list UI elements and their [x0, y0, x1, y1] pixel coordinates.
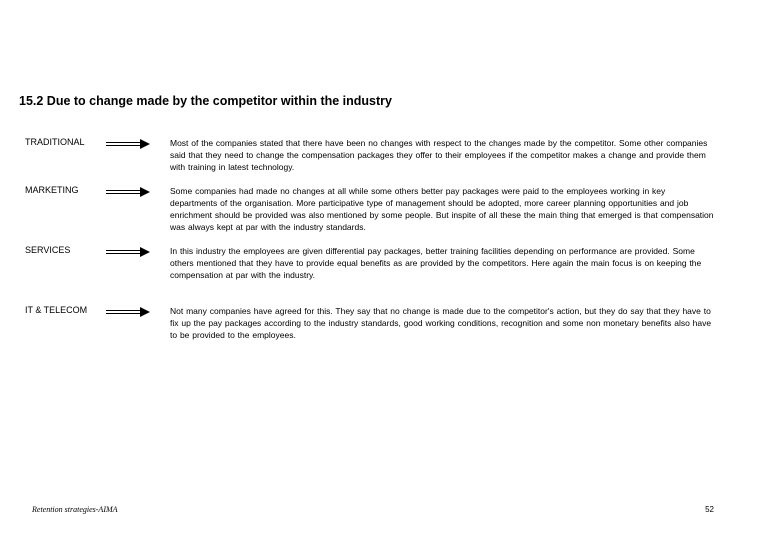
- right-arrow-icon: [106, 246, 150, 258]
- sector-description: Most of the companies stated that there have been no changes with respect to the changes made by the competitor. Some other companies said that they need to change the compensation packages they offer to their employees if the competitor makes a change and provide them with training in latest technology.: [170, 138, 708, 172]
- sector-label: TRADITIONAL: [25, 137, 85, 147]
- page-number: 52: [705, 505, 714, 514]
- section-heading: 15.2 Due to change made by the competitor within the industry: [19, 94, 392, 108]
- right-arrow-icon: [106, 138, 150, 150]
- sector-label: SERVICES: [25, 245, 71, 255]
- sector-description: In this industry the employees are given differential pay packages, better training facilities depending on performance are provided. Some others mentioned that they have to provide equal benefits as are provided by the competitors. Here again the main focus is on keeping the compensation at par with the industry.: [170, 246, 702, 280]
- footer-source: Retention strategies-AIMA: [32, 505, 118, 514]
- sector-label: MARKETING: [25, 185, 79, 195]
- sector-description: Some companies had made no changes at all while some others better pay packages were paid to the employees working in key departments of the organisation. More participative type of management should be adopted, more career planning opportunities and job enrichment should be provided was also mentioned by some people. But inspite of all these the main thing that emerged is that compensation was always kept at par with the industry standards.: [170, 186, 714, 232]
- right-arrow-icon: [106, 306, 150, 318]
- sector-label: IT & TELECOM: [25, 305, 88, 315]
- right-arrow-icon: [106, 186, 150, 198]
- sector-description: Not many companies have agreed for this. They say that no change is made due to the competitor's action, but they do say that they have to fix up the pay packages according to the industry standards, good working conditions, recognition and some non monetary benefits also have to be provided to the employees.: [170, 306, 712, 340]
